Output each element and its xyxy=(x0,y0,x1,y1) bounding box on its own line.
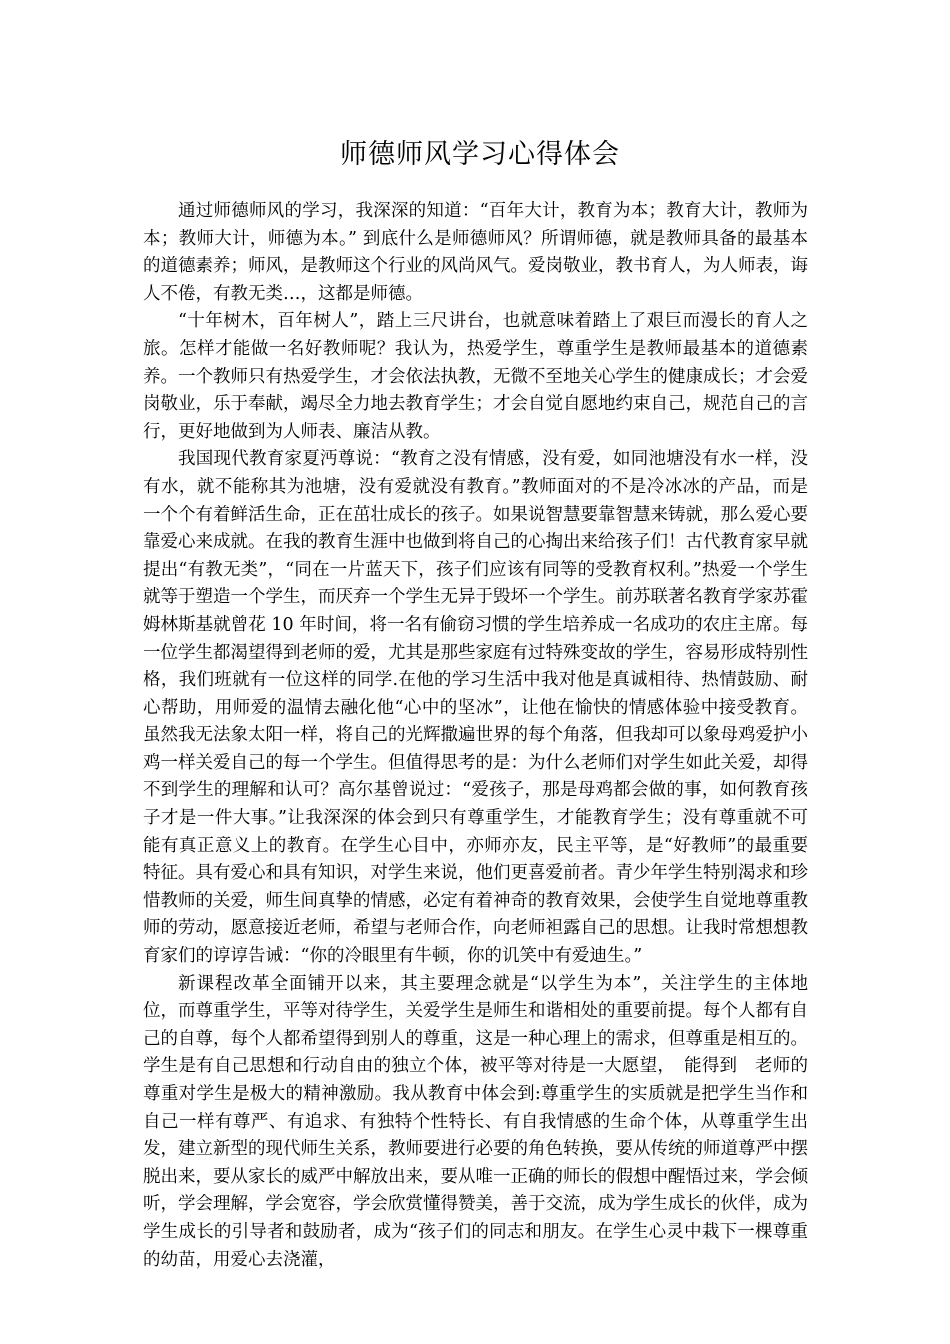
paragraph-1: 通过师德师风的学习，我深深的知道：“百年大计，教育为本；教育大计，教师为本；教师大计，师德为本。” 到底什么是师德师风？所谓师德，就是教师具备的最基本的道德素养；师风，是教师这个行业的风尚风气。爱岗敬业，教书育人，为人师表，诲人不倦，有教无类…，这都是师德。 xyxy=(143,201,808,304)
paragraph-2: “十年树木，百年树人”，踏上三尺讲台，也就意味着踏上了艰巨而漫长的育人之旅。怎样才能做一名好教师呢？我认为，热爱学生，尊重学生是教师最基本的道德素养。一个教师只有热爱学生，才会依法执教，无微不至地关心学生的健康成长；才会爱岗敬业，乐于奉献，竭尽全力地去教育学生；才会自觉自愿地约束自己，规范自己的言行，更好地做到为人师表、廉洁从教。 xyxy=(143,311,808,442)
paragraph-3: 我国现代教育家夏沔尊说：“教育之没有情感，没有爱，如同池塘没有水一样，没有水，就不能称其为池塘，没有爱就没有教育。”教师面对的不是冷冰冰的产品，而是一个个有着鲜活生命，正在茁壮成长的孩子。如果说智慧要靠智慧来铸就，那么爱心要靠爱心来成就。在我的教育生涯中也做到将自己的心掏出来给孩子们！古代教育家早就提出“有教无类”，“同在一片蓝天下，孩子们应该有同等的受教育权利。”热爱一个学生就等于塑造一个学生，而厌弃一个学生无异于毁坏一个学生。前苏联著名教育学家苏霍姆林斯基就曾花 10 年时间，将一名有偷窃习惯的学生培养成一名成功的农庄主席。每一位学生都渴望得到老师的爱，尤其是那些家庭有过特殊变故的学生，容易形成特别性格，我们班就有一位这样的同学.在他的学习生活中我对他是真诚相待、热情鼓励、耐心帮助，用师爱的温情去融化他“心中的坚冰”，让他在愉快的情感体验中接受教育。虽然我无法象太阳一样，将自己的光辉撒遍世界的每个角落，但我却可以象母鸡爱护小鸡一样关爱自己的每一个学生。但值得思考的是：为什么老师们对学生如此关爱，却得不到学生的理解和认可？高尔基曾说过：“爱孩子，那是母鸡都会做的事，如何教育孩子才是一件大事。”让我深深的体会到只有尊重学生，才能教育学生；没有尊重就不可能有真正意义上的教育。在学生心目中，亦师亦友，民主平等，是“好教师”的最重要特征。具有爱心和具有知识，对学生来说，他们更喜爱前者。青少年学生特别渴求和珍惜教师的关爱，师生间真挚的情感，必定有着神奇的教育效果，会使学生自觉地尊重教师的劳动，愿意接近老师，希望与老师合作，向老师袒露自己的思想。让我时常想想教育家们的谆谆告诫：“你的冷眼里有牛顿，你的讥笑中有爱迪生。” xyxy=(143,449,808,967)
document-body xyxy=(143,198,808,1274)
paragraph-4: 新课程改革全面铺开以来，其主要理念就是“以学生为本”，关注学生的主体地位，而尊重学生，平等对待学生，关爱学生是师生和谐相处的重要前提。每个人都有自己的自尊，每个人都希望得到别人的尊重，这是一种心理上的需求，但尊重是相互的。学生是有自己思想和行动自由的独立个体，被平等对待是一大愿望， 能得到 老师的尊重对学生是极大的精神激励。我从教育中体会到:尊重学生的实质就是把学生当作和自己一样有尊严、有追求、有独特个性特长、有自我情感的生命个体，从尊重学生出发，建立新型的现代师生关系，教师要进行必要的角色转换，要从传统的师道尊严中摆脱出来，要从家长的威严中解放出来，要从唯一正确的师长的假想中醒悟过来，学会倾听，学会理解，学会宽容，学会欣赏懂得赞美，善于交流，成为学生成长的伙伴，成为学生成长的引导者和鼓励者，成为“孩子们的同志和朋友。在学生心灵中栽下一棵尊重的幼苗，用爱心去浇灌， xyxy=(143,973,808,1270)
document-title: 师德师风学习心得体会 xyxy=(340,139,620,170)
